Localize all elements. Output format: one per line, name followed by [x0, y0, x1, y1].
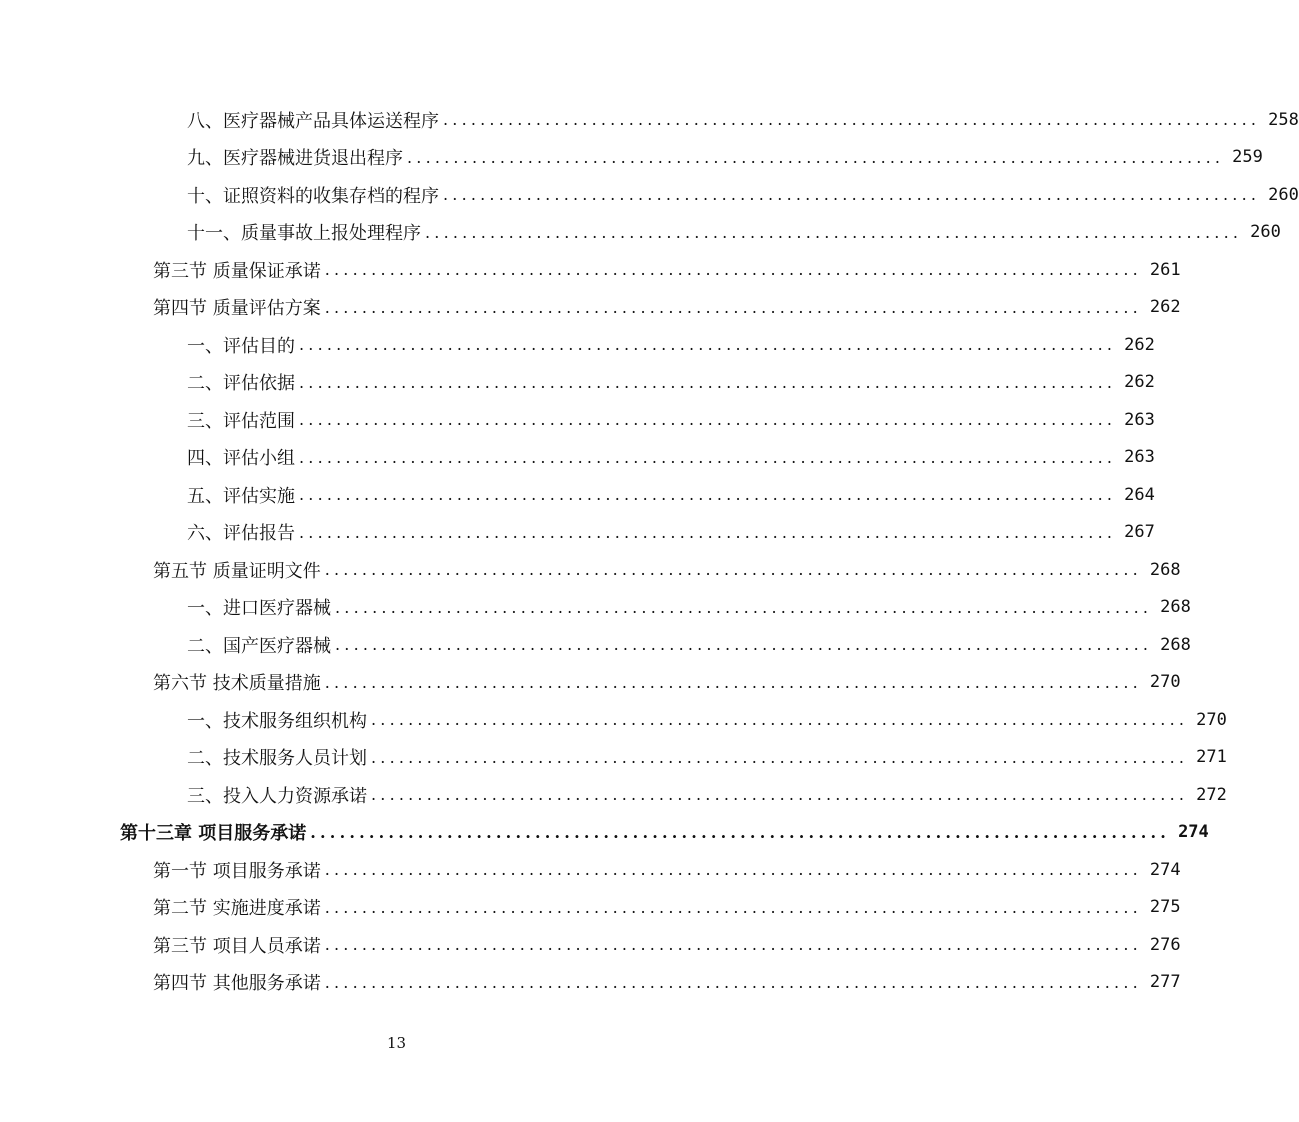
- toc-entry-page: 267: [1124, 522, 1155, 542]
- toc-entry[interactable]: [153, 251, 1181, 288]
- toc-entry-page: 277: [1149, 972, 1181, 992]
- toc-dot-leader: ........................................................................................: [310, 822, 1171, 842]
- toc-entry-page: 275: [1149, 897, 1181, 917]
- toc-entry[interactable]: [187, 701, 1227, 738]
- toc-dot-leader: ........................................................................................: [324, 972, 1142, 992]
- toc-entry[interactable]: [153, 551, 1181, 588]
- toc-entry-title: 第四节 质量评估方案: [153, 298, 321, 319]
- toc-entry-title: 第三节 项目人员承诺: [153, 935, 321, 957]
- toc-entry-page: 264: [1124, 484, 1155, 505]
- toc-dot-leader: ........................................................................................: [324, 560, 1142, 579]
- toc-entry[interactable]: [153, 289, 1181, 326]
- toc-entry[interactable]: [187, 101, 1299, 138]
- toc-entry-title: 第六节 技术质量措施: [153, 673, 321, 694]
- toc-entry-title: 一、技术服务组织机构: [187, 710, 367, 732]
- toc-dot-leader: ........................................................................................: [299, 410, 1117, 429]
- toc-dot-leader: ........................................................................................: [443, 110, 1261, 129]
- toc-entry[interactable]: [153, 889, 1181, 926]
- toc-entry[interactable]: [153, 664, 1181, 701]
- toc-entry-page: 270: [1196, 709, 1227, 730]
- toc-entry[interactable]: [187, 364, 1155, 401]
- toc-entry-page: 274: [1149, 859, 1181, 880]
- toc-entry-title: 四、评估小组: [187, 448, 295, 469]
- toc-dot-leader: ........................................................................................: [299, 335, 1117, 354]
- toc-entry-page: 262: [1124, 372, 1155, 392]
- toc-entry-title: 二、评估依据: [187, 373, 295, 394]
- toc-entry[interactable]: [187, 176, 1299, 213]
- toc-entry-page: 263: [1124, 409, 1155, 430]
- toc-entry[interactable]: [187, 326, 1155, 363]
- toc-entry-page: 262: [1149, 297, 1181, 317]
- toc-entry[interactable]: [187, 776, 1227, 813]
- toc-dot-leader: ........................................................................................: [335, 635, 1153, 654]
- toc-entry-title: 十一、质量事故上报处理程序: [187, 223, 421, 244]
- toc-entry[interactable]: [187, 139, 1263, 176]
- toc-dot-leader: ........................................................................................: [371, 710, 1189, 729]
- toc-entry[interactable]: [187, 214, 1281, 251]
- toc-dot-leader: ........................................................................................: [425, 222, 1243, 242]
- toc-entry-page: 262: [1124, 334, 1155, 355]
- toc-entry[interactable]: [153, 964, 1181, 1001]
- toc-entry[interactable]: [187, 401, 1155, 438]
- toc-dot-leader: ........................................................................................: [324, 935, 1142, 954]
- toc-entry-page: 263: [1124, 447, 1155, 467]
- toc-dot-leader: ........................................................................................: [299, 372, 1117, 392]
- toc-entry-page: 276: [1149, 934, 1181, 955]
- toc-entry-page: 271: [1196, 747, 1227, 767]
- toc-entry-page: 270: [1149, 672, 1181, 692]
- toc-entry-page: 272: [1196, 784, 1227, 805]
- toc-entry-page: 260: [1268, 184, 1299, 205]
- toc-entry-title: 第一节 项目服务承诺: [153, 860, 321, 882]
- toc-entry-page: 261: [1149, 259, 1181, 280]
- toc-dot-leader: ........................................................................................: [407, 147, 1225, 167]
- toc-dot-leader: ........................................................................................: [299, 485, 1117, 504]
- toc-dot-leader: ........................................................................................: [299, 447, 1117, 467]
- toc-entry-title: 一、评估目的: [187, 335, 295, 357]
- toc-entry-title: 二、国产医疗器械: [187, 635, 331, 657]
- toc-entry[interactable]: [187, 439, 1155, 476]
- toc-entry-title: 三、评估范围: [187, 410, 295, 432]
- toc-entry[interactable]: [153, 851, 1181, 888]
- toc-dot-leader: ........................................................................................: [299, 522, 1117, 542]
- toc-entry[interactable]: [187, 626, 1191, 663]
- toc-entry-title: 十、证照资料的收集存档的程序: [187, 185, 439, 207]
- toc-entry-page: 259: [1232, 147, 1263, 167]
- toc-entry-page: 260: [1250, 222, 1281, 242]
- toc-entry-title: 二、技术服务人员计划: [187, 748, 367, 769]
- toc-dot-leader: ........................................................................................: [371, 747, 1189, 767]
- toc-entry-title: 第二节 实施进度承诺: [153, 898, 321, 919]
- page-number: 13: [386, 1034, 407, 1052]
- toc-entry-title: 一、进口医疗器械: [187, 598, 331, 619]
- toc-entry-title: 六、评估报告: [187, 523, 295, 544]
- toc-dot-leader: ........................................................................................: [324, 297, 1142, 317]
- toc-entry-title: 第三节 质量保证承诺: [153, 260, 321, 282]
- toc-dot-leader: ........................................................................................: [335, 597, 1153, 617]
- toc-dot-leader: ........................................................................................: [371, 785, 1189, 804]
- toc-entry-title: 五、评估实施: [187, 485, 295, 507]
- toc-entry[interactable]: [120, 814, 1209, 851]
- toc-entry[interactable]: [187, 476, 1155, 513]
- toc-entry-title: 第五节 质量证明文件: [153, 560, 321, 582]
- toc-entry-title: 九、医疗器械进货退出程序: [187, 148, 403, 169]
- toc-dot-leader: ........................................................................................: [324, 897, 1142, 917]
- toc-entry-title: 三、投入人力资源承诺: [187, 785, 367, 807]
- toc-entry-title: 第十三章 项目服务承诺: [120, 823, 307, 844]
- toc-entry-title: 第四节 其他服务承诺: [153, 973, 321, 994]
- toc-entry-title: 八、医疗器械产品具体运送程序: [187, 110, 439, 132]
- toc-dot-leader: ........................................................................................: [324, 260, 1142, 279]
- toc-dot-leader: ........................................................................................: [324, 672, 1142, 692]
- toc-dot-leader: ........................................................................................: [443, 185, 1261, 204]
- toc-entry-page: 258: [1268, 109, 1299, 130]
- toc-entry[interactable]: [187, 739, 1227, 776]
- toc-dot-leader: ........................................................................................: [324, 860, 1142, 879]
- toc-entry[interactable]: [187, 589, 1191, 626]
- toc-entry-page: 268: [1149, 559, 1181, 580]
- toc-entry[interactable]: [187, 514, 1155, 551]
- toc-entry[interactable]: [153, 926, 1181, 963]
- toc-entry-page: 268: [1160, 634, 1191, 655]
- toc-entry-page: 274: [1178, 822, 1209, 842]
- toc-entry-page: 268: [1160, 597, 1191, 617]
